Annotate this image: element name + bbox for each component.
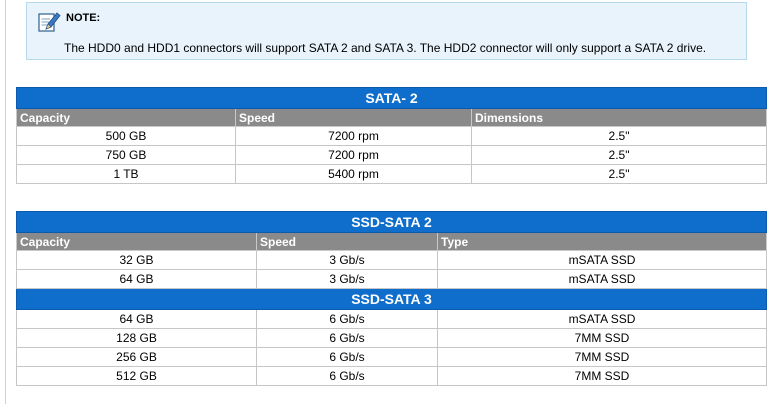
dimensions-cell: 2.5" [472,146,767,165]
table-row [17,146,767,165]
speed-cell: 7200 rpm [236,146,472,165]
page-left-rule [5,0,6,404]
table-row [17,251,767,270]
table-row [17,127,767,146]
dimensions-cell: 2.5" [472,165,767,184]
speed-cell: 6 Gb/s [257,348,438,367]
speed-cell: 6 Gb/s [257,329,438,348]
column-header-speed: Speed [236,109,472,127]
ssd-header-row [17,233,767,251]
column-header-dimensions: Dimensions [472,109,767,127]
column-header-type: Type [438,233,767,251]
type-cell: mSATA SSD [438,310,767,329]
capacity-cell: 64 GB [17,310,257,329]
type-cell: mSATA SSD [438,270,767,289]
capacity-cell: 128 GB [17,329,257,348]
speed-cell: 3 Gb/s [257,270,438,289]
speed-cell: 6 Gb/s [257,310,438,329]
pencil-note-icon [37,10,61,34]
note-title: NOTE: [66,12,101,24]
speed-cell: 5400 rpm [236,165,472,184]
note-text: The HDD0 and HDD1 connectors will support SATA 2 and SATA 3. The HDD2 connector will only support a SATA 2 drive. [64,41,707,55]
column-header-speed: Speed [257,233,438,251]
sata2-title-row [17,88,767,109]
capacity-cell: 500 GB [17,127,236,146]
ssd-sata2-title: SSD-SATA 2 [17,212,767,233]
speed-cell: 7200 rpm [236,127,472,146]
type-cell: 7MM SSD [438,348,767,367]
sata2-header-row [17,109,767,127]
type-cell: 7MM SSD [438,367,767,386]
column-header-capacity: Capacity [17,109,236,127]
type-cell: 7MM SSD [438,329,767,348]
table-row [17,348,767,367]
ssd-sata3-title-row [17,289,767,310]
capacity-cell: 64 GB [17,270,257,289]
column-header-capacity: Capacity [17,233,257,251]
capacity-cell: 750 GB [17,146,236,165]
capacity-cell: 256 GB [17,348,257,367]
ssd-sata3-title: SSD-SATA 3 [17,289,767,310]
dimensions-cell: 2.5" [472,127,767,146]
note-box [26,2,747,60]
sata2-title: SATA- 2 [17,88,767,109]
table-row [17,270,767,289]
speed-cell: 3 Gb/s [257,251,438,270]
ssd-table [16,211,767,386]
capacity-cell: 1 TB [17,165,236,184]
capacity-cell: 512 GB [17,367,257,386]
sata2-table [16,87,767,184]
capacity-cell: 32 GB [17,251,257,270]
table-row [17,165,767,184]
table-row [17,329,767,348]
table-row [17,310,767,329]
table-row [17,367,767,386]
type-cell: mSATA SSD [438,251,767,270]
ssd-sata2-title-row [17,212,767,233]
speed-cell: 6 Gb/s [257,367,438,386]
